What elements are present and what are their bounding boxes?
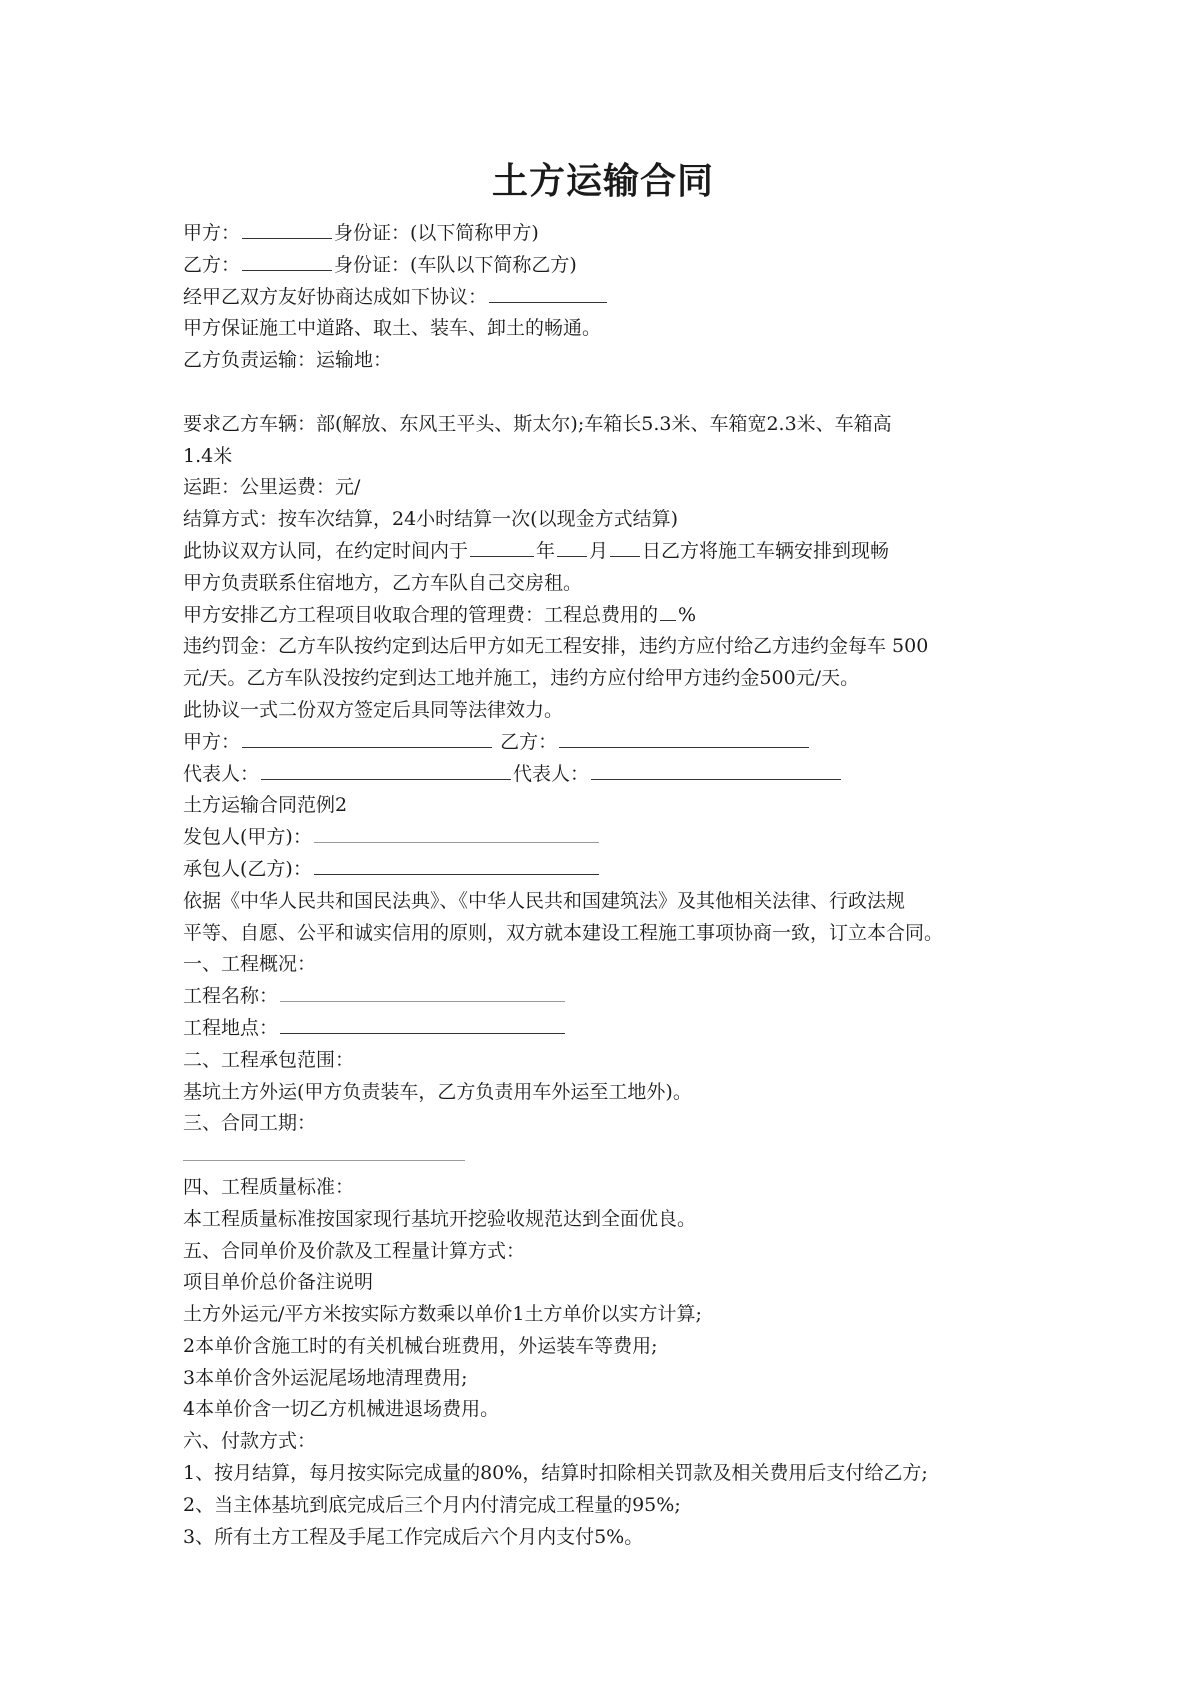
- project-site-blank: [280, 1015, 565, 1034]
- fee-blank: [660, 602, 676, 621]
- project-name-line: [183, 981, 1023, 1013]
- section-3-heading: 三、合同工期：: [183, 1112, 317, 1135]
- section-6-item: 3、所有土方工程及手尾工作完成后六个月内支付5%。: [183, 1525, 644, 1548]
- section-5-item: 2本单价含施工时的有关机械台班费用，外运装车等费用;: [183, 1334, 658, 1357]
- project-site-label: 工程地点：: [183, 1016, 279, 1039]
- sign-party-b-blank: [559, 729, 809, 748]
- clause-lodging: 甲方负责联系住宿地方，乙方车队自己交房租。: [183, 571, 583, 594]
- party-a-line: [183, 218, 1023, 250]
- month-blank: [557, 538, 587, 557]
- party-a-label: 甲方：: [183, 222, 241, 244]
- document-title: 土方运输合同: [491, 161, 714, 202]
- clause-penalty-1: 违约罚金：乙方车队按约定到达后甲方如无工程安排，违约方应付给乙方违约金每车 500: [183, 635, 929, 658]
- spacer: [183, 377, 1023, 409]
- clause-vehicle-1: 要求乙方车辆：部(解放、东风王平头、斯太尔);车箱长5.3米、车箱宽2.3米、车箱高: [183, 412, 892, 435]
- clause-copies: 此协议一式二份双方签定后具同等法律效力。: [183, 698, 564, 721]
- signature-reps: [183, 759, 1023, 791]
- fee-percent: %: [678, 603, 697, 626]
- sign-rep-a-blank: [261, 761, 511, 780]
- clause-vehicle-2: 1.4米: [183, 444, 233, 467]
- party-b-id-text: 身份证：(车队以下简称乙方): [334, 253, 577, 276]
- section-5-item: 3本单价含外运泥尾场地清理费用;: [183, 1366, 468, 1389]
- sign-rep-b-label: 代表人：: [513, 762, 590, 785]
- year-label: 年: [536, 539, 556, 562]
- section-5-item: 4本单价含一切乙方机械进退场费用。: [183, 1398, 500, 1421]
- year-blank: [470, 538, 534, 557]
- document-page: [183, 158, 1023, 1553]
- clause-fee: [183, 600, 1023, 632]
- section-5-item: 土方外运元/平方米按实际方数乘以单价1土方单价以实方计算;: [183, 1303, 702, 1326]
- section-4-body: 本工程质量标准按国家现行基坑开挖验收规范达到全面优良。: [183, 1207, 697, 1230]
- clause-transport: 乙方负责运输：运输地：: [183, 349, 393, 372]
- agreement-intro: [183, 282, 1023, 314]
- sign-rep-b-blank: [591, 761, 841, 780]
- duration-blank: [183, 1142, 465, 1161]
- basis-2: 平等、自愿、公平和诚实信用的原则，双方就本建设工程施工事项协商一致，订立本合同。: [183, 921, 944, 944]
- fee-text: 甲方安排乙方工程项目收取合理的管理费：工程总费用的: [183, 603, 659, 626]
- sign-party-b-label: 乙方：: [500, 730, 558, 753]
- day-blank: [610, 538, 640, 557]
- sign-rep-a-label: 代表人：: [183, 762, 260, 785]
- project-name-blank: [280, 983, 565, 1002]
- section-2-body: 基坑土方外运(甲方负责装车，乙方负责用车外运至工地外)。: [183, 1080, 692, 1103]
- signature-parties: [183, 727, 1023, 759]
- arrival-after-text: 日乙方将施工车辆安排到现畅: [642, 539, 890, 562]
- example2-title: 土方运输合同范例2: [183, 794, 348, 817]
- section-4-heading: 四、工程质量标准：: [183, 1175, 355, 1198]
- party-b-blank: [242, 252, 332, 271]
- employer-line: [183, 822, 1023, 854]
- sign-party-a-label: 甲方：: [183, 730, 241, 753]
- clause-road: 甲方保证施工中道路、取土、装车、卸土的畅通。: [183, 317, 602, 340]
- party-a-id-text: 身份证：(以下简称甲方): [334, 222, 539, 244]
- duration-line: [183, 1140, 1023, 1172]
- section-1-heading: 一、工程概况：: [183, 953, 317, 976]
- agreement-intro-text: 经甲乙双方友好协商达成如下协议：: [183, 285, 488, 308]
- party-a-blank: [242, 220, 332, 239]
- clause-arrival: [183, 536, 1023, 568]
- clause-penalty-2: 元/天。乙方车队没按约定到达工地并施工，违约方应付给甲方违约金500元/天。: [183, 667, 860, 690]
- employer-label: 发包人(甲方)：: [183, 826, 312, 849]
- section-6-item: 2、当主体基坑到底完成后三个月内付清完成工程量的95%;: [183, 1493, 681, 1516]
- section-5-table-header: 项目单价总价备注说明: [183, 1271, 374, 1294]
- project-name-label: 工程名称：: [183, 985, 279, 1008]
- section-6-heading: 六、付款方式：: [183, 1430, 317, 1453]
- clause-settlement: 结算方式：按车次结算，24小时结算一次(以现金方式结算): [183, 508, 679, 531]
- party-b-label: 乙方：: [183, 253, 241, 276]
- contractor-blank: [314, 856, 599, 875]
- clause-distance: 运距：公里运费：元/: [183, 476, 361, 499]
- sign-party-a-blank: [242, 729, 492, 748]
- agreement-blank: [489, 284, 607, 303]
- month-label: 月: [589, 539, 609, 562]
- contractor-label: 承包人(乙方)：: [183, 857, 312, 880]
- basis-1: 依据《中华人民共和国民法典》、《中华人民共和国建筑法》及其他相关法律、行政法规: [183, 889, 906, 912]
- contractor-line: [183, 854, 1023, 886]
- section-2-heading: 二、工程承包范围：: [183, 1048, 355, 1071]
- employer-blank: [314, 824, 599, 843]
- section-5-heading: 五、合同单价及价款及工程量计算方式：: [183, 1239, 526, 1262]
- party-b-line: [183, 250, 1023, 282]
- section-6-item: 1、按月结算，每月按实际完成量的80%，结算时扣除相关罚款及相关费用后支付给乙方;: [183, 1462, 928, 1485]
- project-site-line: [183, 1013, 1023, 1045]
- arrival-text: 此协议双方认同，在约定时间内于: [183, 539, 469, 562]
